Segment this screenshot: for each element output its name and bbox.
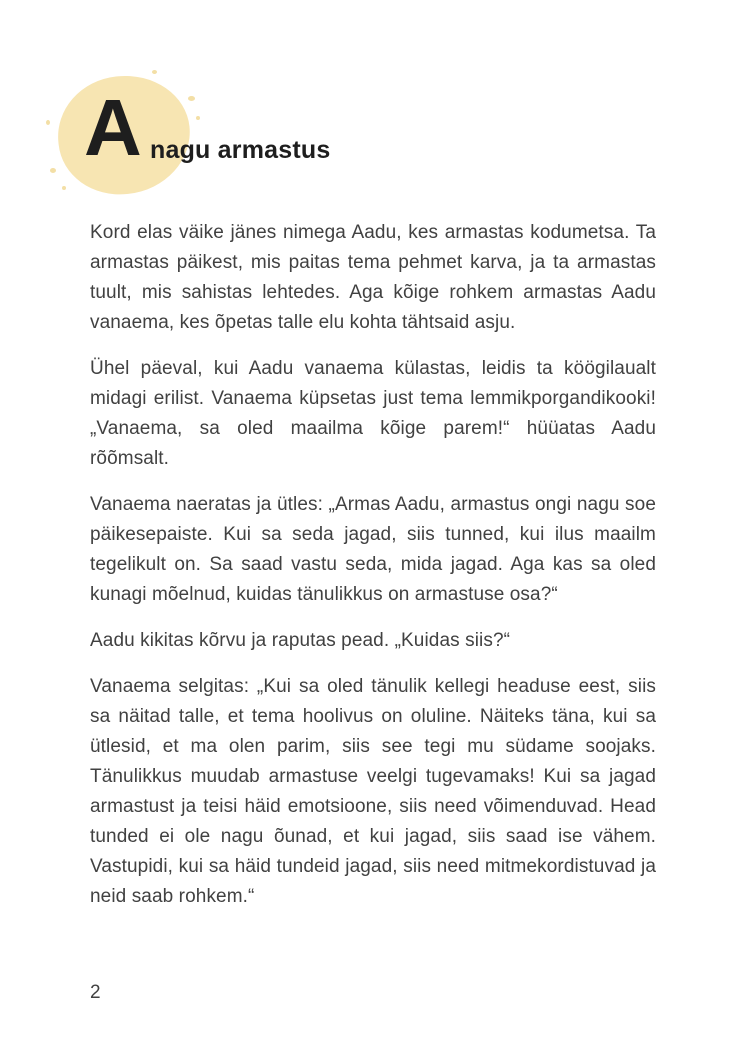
paint-speckle <box>196 116 200 120</box>
body-text <box>90 218 656 928</box>
paragraph: Vanaema selgitas: „Kui sa oled tänulik kellegi headuse eest, siis sa näitad talle, et tema hoolivus on oluline. Näiteks täna, kui sa ütlesid, et ma olen parim, siis see tegi mu südame soojaks. Tänulikkus muudab armastuse veelgi tugevamaks! Kui sa jagad armastust ja teisi häid emotsioone, siis need võimenduvad. Head tunded ei ole nagu õunad, et kui jagad, siis saad ise vähem. Vastupidi, kui sa häid tundeid jagad, siis need mitmekordistuvad ja neid saab rohkem.“ <box>90 676 656 907</box>
chapter-header <box>0 0 746 222</box>
paragraph: Ühel päeval, kui Aadu vanaema külastas, leidis ta köögilaualt midagi erilist. Vanaema küpsetas just tema lemmikporgandikooki! „Vanaema, sa oled maailma kõige parem!“ hüüatas Aadu rõõmsalt. <box>90 358 656 469</box>
drop-cap-letter: A <box>84 83 142 172</box>
page-number: 2 <box>90 982 101 1003</box>
paint-speckle <box>152 70 157 74</box>
paragraph: Kord elas väike jänes nimega Aadu, kes armastas kodumetsa. Ta armastas päikest, mis paitas tema pehmet karva, ja ta armastas tuult, mis sahistas lehtedes. Aga kõige rohkem armastas Aadu vanaema, kes õpetas talle elu kohta tähtsaid asju. <box>90 222 656 333</box>
paint-speckle <box>46 120 50 125</box>
paragraph: Vanaema naeratas ja ütles: „Armas Aadu, armastus ongi nagu soe päikesepaiste. Kui sa seda jagad, siis tunned, kui ilus maailm tegelikult on. Sa saad vastu seda, mida jagad. Aga kas sa oled kunagi mõelnud, kuidas tänulikkus on armastuse osa?“ <box>90 494 656 605</box>
chapter-title: nagu armastus <box>150 136 331 164</box>
paint-speckle <box>62 186 66 190</box>
paragraph: Aadu kikitas kõrvu ja raputas pead. „Kuidas siis?“ <box>90 630 511 651</box>
paint-speckle <box>50 168 56 173</box>
paint-speckle <box>188 96 195 101</box>
